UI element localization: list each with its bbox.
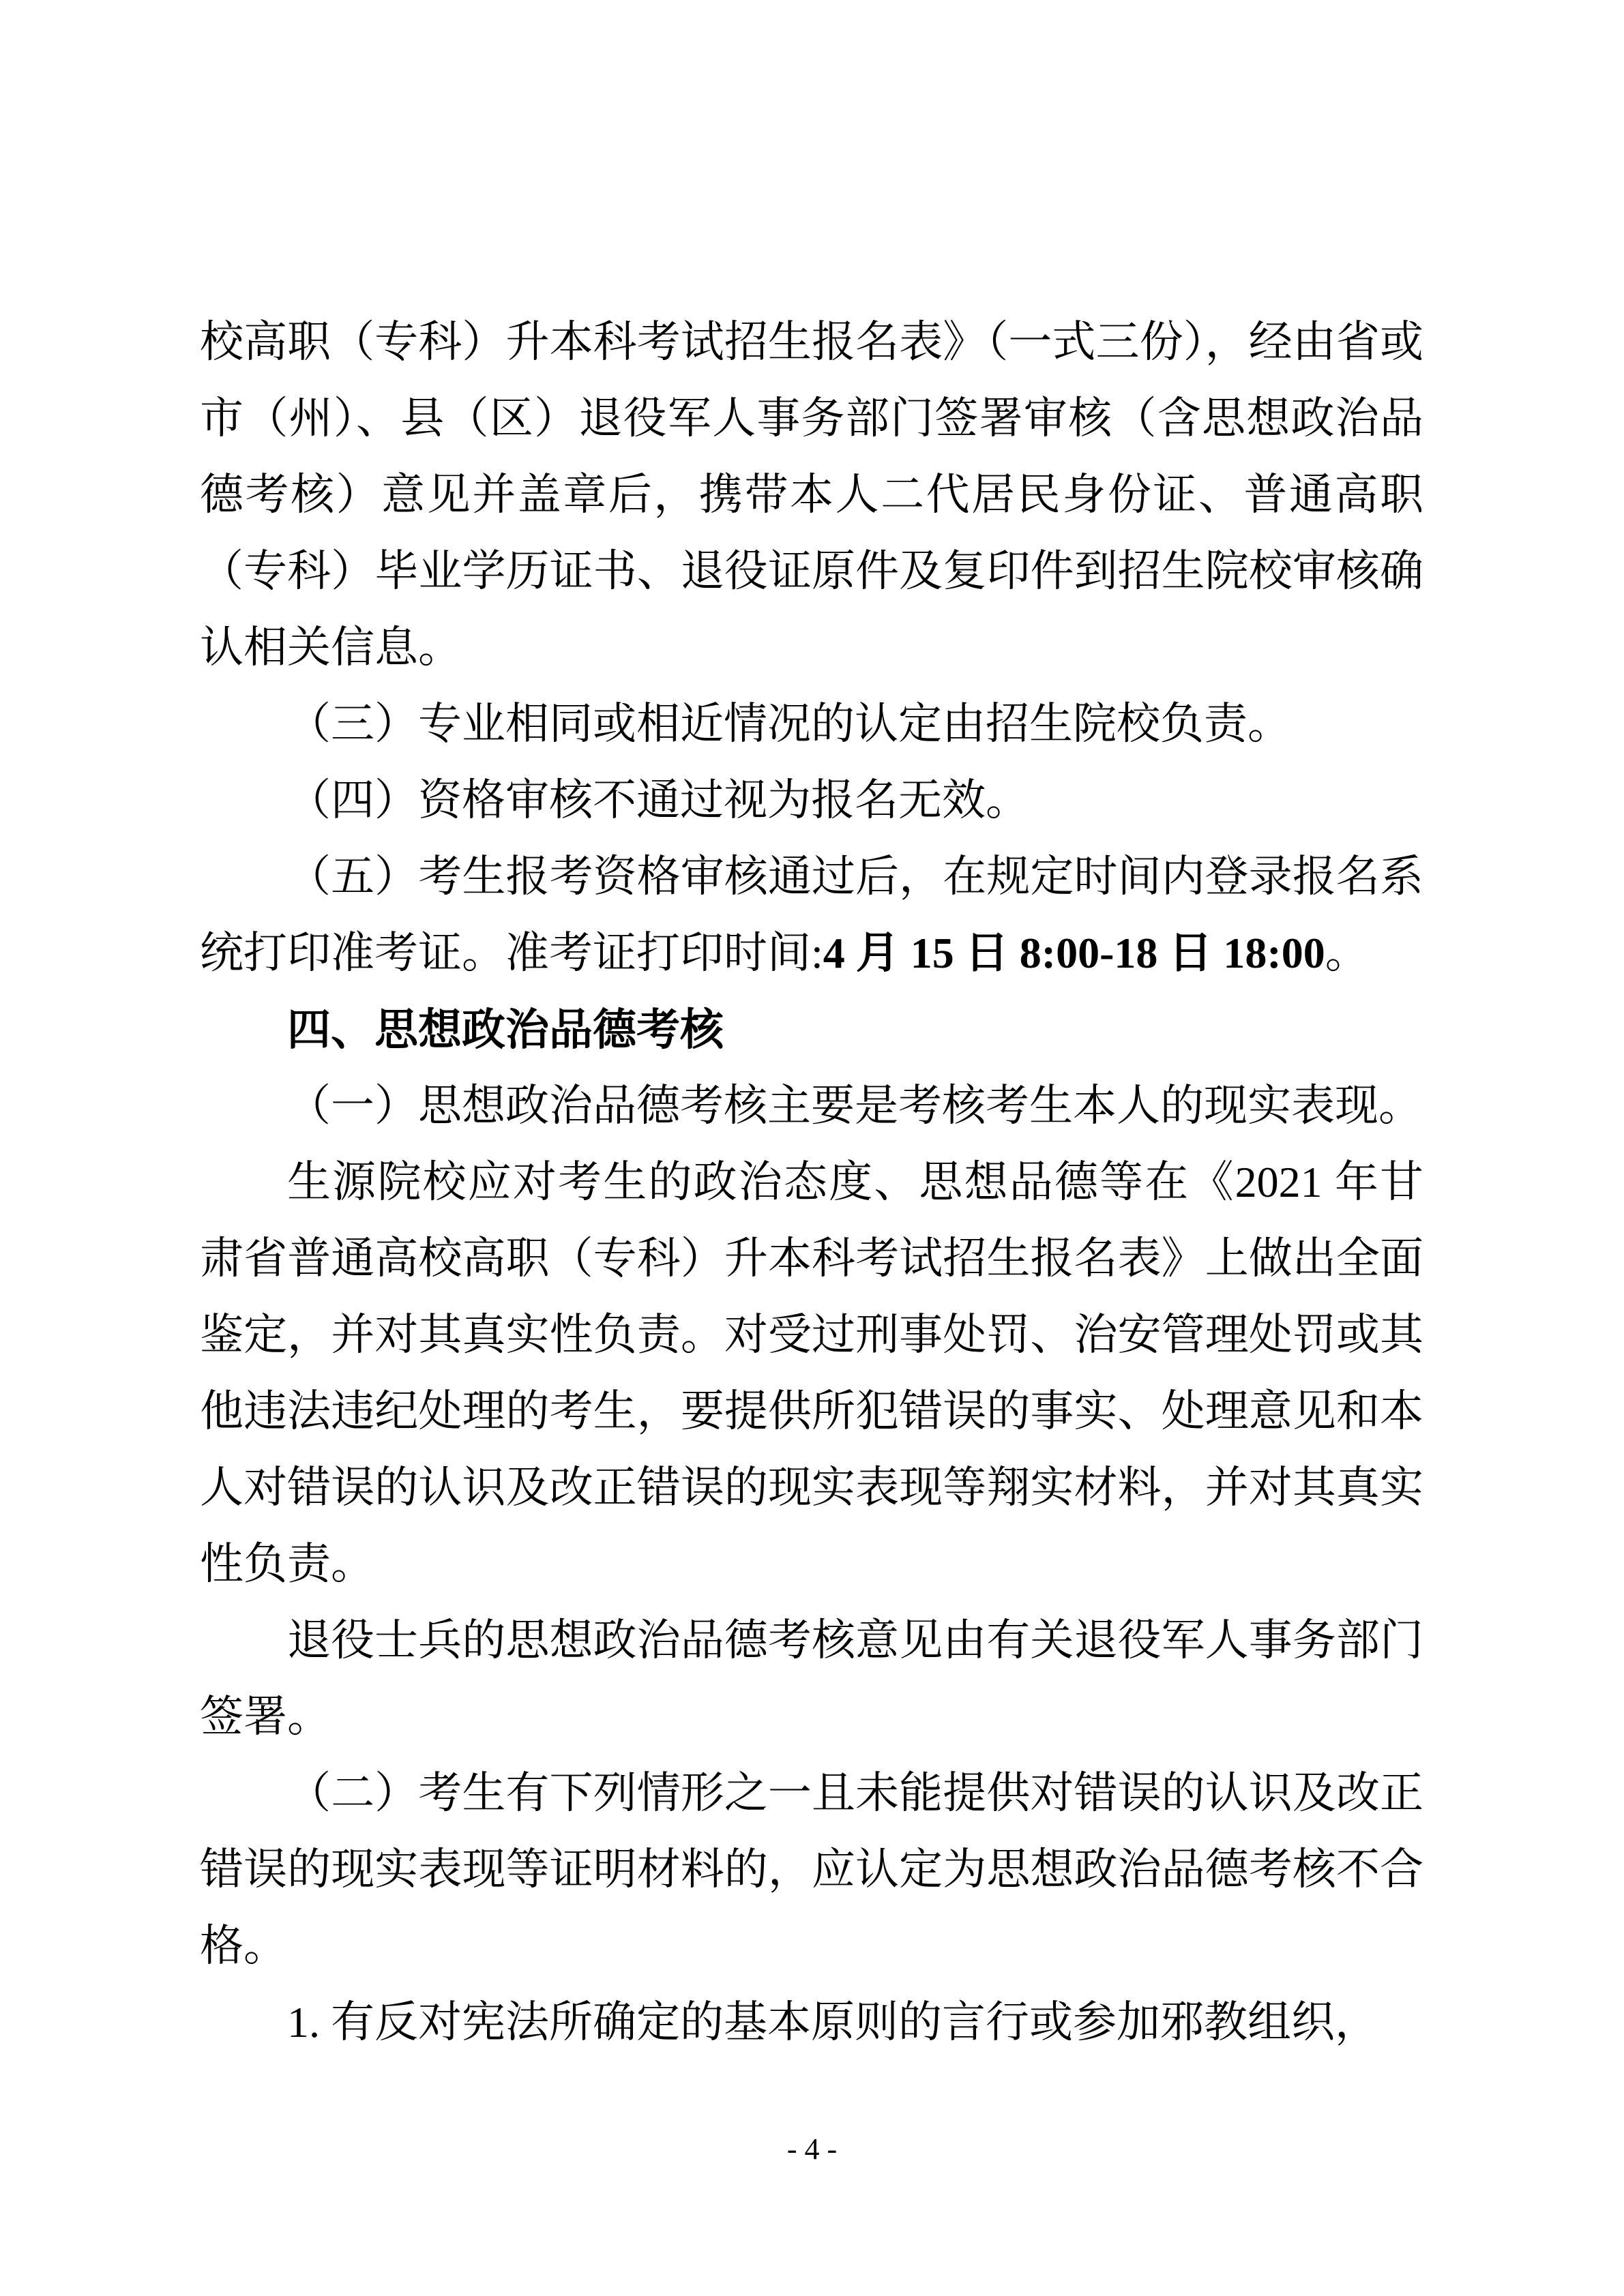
- admission-ticket-text: （五）考生报考资格审核通过后，在规定时间内登录报名系统打印准考证。准考证打印时间:: [200, 852, 1423, 977]
- paragraph-source-school-appraisal: 生源院校应对考生的政治态度、思想品德等在《2021 年甘肃省普通高校高职（专科）升本科考试招生报名表》上做出全面鉴定，并对其真实性负责。对受过刑事处罚、治安管理处罚或其他违法违纪处理的考生，要提供所犯错误的事实、处理意见和本人对错误的认识及改正错误的现实表现等翔实材料，并对其真实性负责。: [200, 1158, 1423, 1588]
- paragraph-item-five: [200, 839, 1423, 992]
- document-body: [200, 304, 1423, 2061]
- sentence-end-period: 。: [1325, 929, 1369, 977]
- paragraph-item-two: （二）考生有下列情形之一且未能提供对错误的认识及改正错误的现实表现等证明材料的，应认定为思想政治品德考核不合格。: [200, 1769, 1423, 1970]
- section-heading-ideological-assessment: 四、思想政治品德考核: [287, 1005, 724, 1054]
- paragraph-veteran-opinion: 退役士兵的思想政治品德考核意见由有关退役军人事务部门签署。: [200, 1616, 1423, 1741]
- print-time-value: 4 月 15 日 8:00-18 日 18:00: [823, 929, 1325, 977]
- paragraph-item-four: （四）资格审核不通过视为报名无效。: [287, 776, 1029, 824]
- paragraph-continuation-registration-form: 校高职（专科）升本科考试招生报名表》（一式三份），经由省或市（州）、县（区）退役军人事务部门签署审核（含思想政治品德考核）意见并盖章后，携带本人二代居民身份证、普通高职（专科）毕业学历证书、退役证原件及复印件到招生院校审核确认相关信息。: [200, 318, 1423, 672]
- paragraph-item-one: （一）思想政治品德考核主要是考核考生本人的现实表现。: [287, 1082, 1422, 1130]
- paragraph-item-three: （三）专业相同或相近情况的认定由招生院校负责。: [287, 700, 1291, 748]
- page-number: - 4 -: [786, 2132, 838, 2166]
- paragraph-list-item-1: 1. 有反对宪法所确定的基本原则的言行或参加邪教组织，: [287, 1998, 1378, 2046]
